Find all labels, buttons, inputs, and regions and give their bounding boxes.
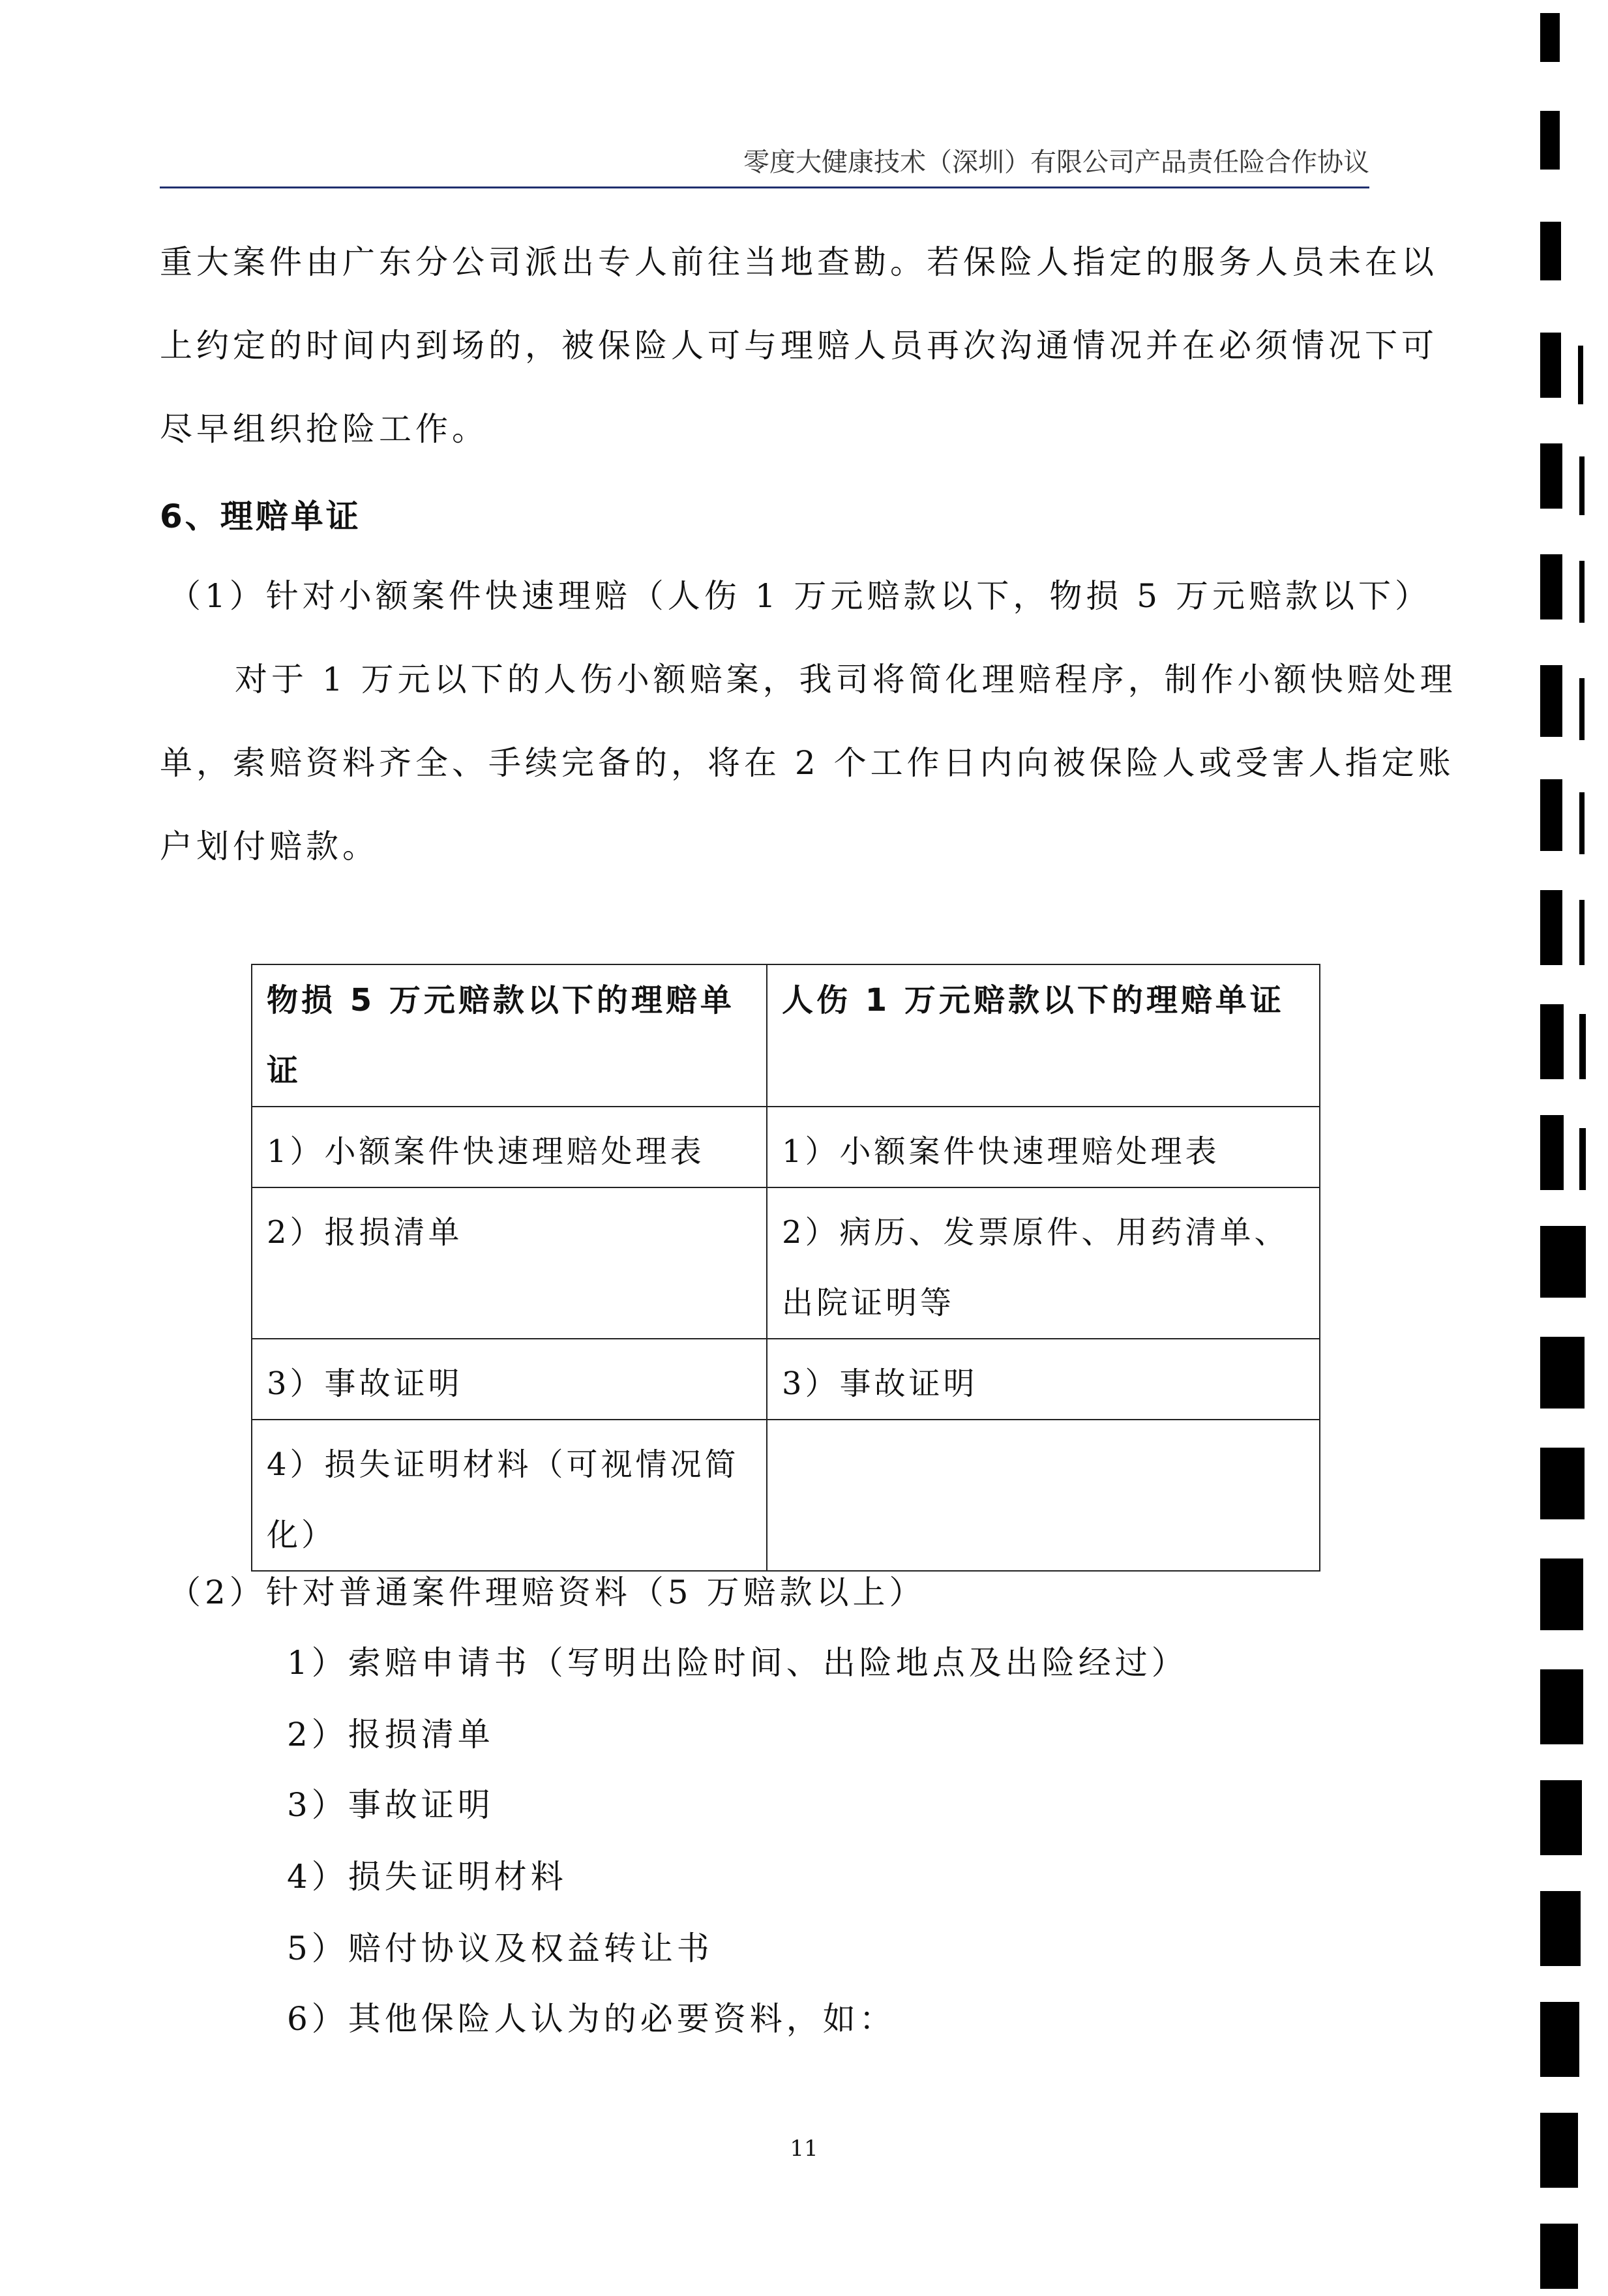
intro-line-2: 上约定的时间内到场的，被保险人可与理赔人员再次沟通情况并在必须情况下可 — [160, 327, 1438, 365]
binding-mark — [1540, 222, 1561, 280]
binding-mark — [1540, 1337, 1585, 1409]
table-cell: 2）病历、发票原件、用药清单、出院证明等 — [767, 1187, 1320, 1339]
header-title: 零度大健康技术（深圳）有限公司产品责任险合作协议 — [743, 147, 1369, 177]
binding-mark — [1540, 443, 1562, 509]
table-header-row — [252, 964, 1320, 1107]
table-cell — [767, 1420, 1320, 1571]
list-item: 3）事故证明 — [287, 1786, 494, 1824]
table-header-injury: 人伤 1 万元赔款以下的理赔单证 — [767, 964, 1320, 1107]
table-row — [252, 1107, 1320, 1187]
list-item: 5）赔付协议及权益转让书 — [287, 1930, 713, 1967]
page-header — [160, 130, 1369, 188]
table-row — [252, 1339, 1320, 1420]
page-number: 11 — [790, 2136, 818, 2162]
binding-mark — [1540, 554, 1562, 619]
intro-line-3: 尽早组织抢险工作。 — [160, 410, 488, 448]
binding-mark — [1540, 890, 1562, 965]
table-cell: 3）事故证明 — [252, 1339, 767, 1420]
table-cell: 4）损失证明材料（可视情况简化） — [252, 1420, 767, 1571]
binding-mark — [1540, 2224, 1578, 2289]
table-cell: 3）事故证明 — [767, 1339, 1320, 1420]
list-item: 4）损失证明材料 — [287, 1858, 567, 1896]
paragraph-line-2: 单，索赔资料齐全、手续完备的，将在 2 个工作日内向被保险人或受害人指定账 — [160, 744, 1455, 782]
binding-mark — [1540, 1558, 1583, 1630]
table-header-property: 物损 5 万元赔款以下的理赔单证 — [252, 964, 767, 1107]
table-cell: 1）小额案件快速理赔处理表 — [252, 1107, 767, 1187]
table-row — [252, 1187, 1320, 1339]
binding-mark — [1540, 1004, 1564, 1079]
binding-mark — [1540, 779, 1562, 851]
binding-mark — [1540, 333, 1561, 398]
binding-mark — [1579, 678, 1585, 740]
binding-mark — [1579, 900, 1585, 965]
binding-mark — [1540, 1448, 1585, 1519]
binding-mark — [1540, 1226, 1586, 1298]
section-heading: 6、理赔单证 — [160, 498, 361, 535]
binding-mark — [1579, 792, 1585, 854]
table-row — [252, 1420, 1320, 1571]
table-cell: 1）小额案件快速理赔处理表 — [767, 1107, 1320, 1187]
binding-mark — [1579, 456, 1585, 515]
subsection-1-heading: （1）针对小额案件快速理赔（人伤 1 万元赔款以下，物损 5 万元赔款以下） — [168, 577, 1432, 615]
binding-mark — [1540, 111, 1560, 170]
paragraph-line-3: 户划付赔款。 — [160, 827, 379, 865]
subsection-2-heading: （2）针对普通案件理赔资料（5 万赔款以上） — [168, 1573, 926, 1611]
binding-mark — [1540, 1891, 1581, 1966]
binding-mark — [1540, 1780, 1582, 1855]
binding-mark — [1540, 1115, 1564, 1190]
binding-mark — [1540, 1669, 1583, 1744]
binding-mark — [1540, 13, 1560, 62]
list-item: 6）其他保险人认为的必要资料，如： — [287, 2000, 896, 2038]
binding-mark — [1540, 2002, 1579, 2077]
binding-mark — [1579, 561, 1585, 623]
table-cell: 2）报损清单 — [252, 1187, 767, 1339]
list-item: 1）索赔申请书（写明出险时间、出险地点及出险经过） — [287, 1644, 1188, 1682]
list-item: 2）报损清单 — [287, 1716, 494, 1753]
binding-mark — [1540, 2113, 1578, 2188]
intro-line-1: 重大案件由广东分公司派出专人前往当地查勘。若保险人指定的服务人员未在以 — [160, 243, 1438, 281]
paragraph-line-1: 对于 1 万元以下的人伤小额赔案，我司将简化理赔程序，制作小额快赔处理 — [235, 661, 1457, 698]
binding-mark — [1579, 1014, 1586, 1079]
binding-mark — [1579, 1128, 1586, 1190]
binding-mark — [1578, 346, 1583, 404]
claims-documents-table — [251, 964, 1320, 1572]
binding-mark — [1540, 665, 1562, 737]
